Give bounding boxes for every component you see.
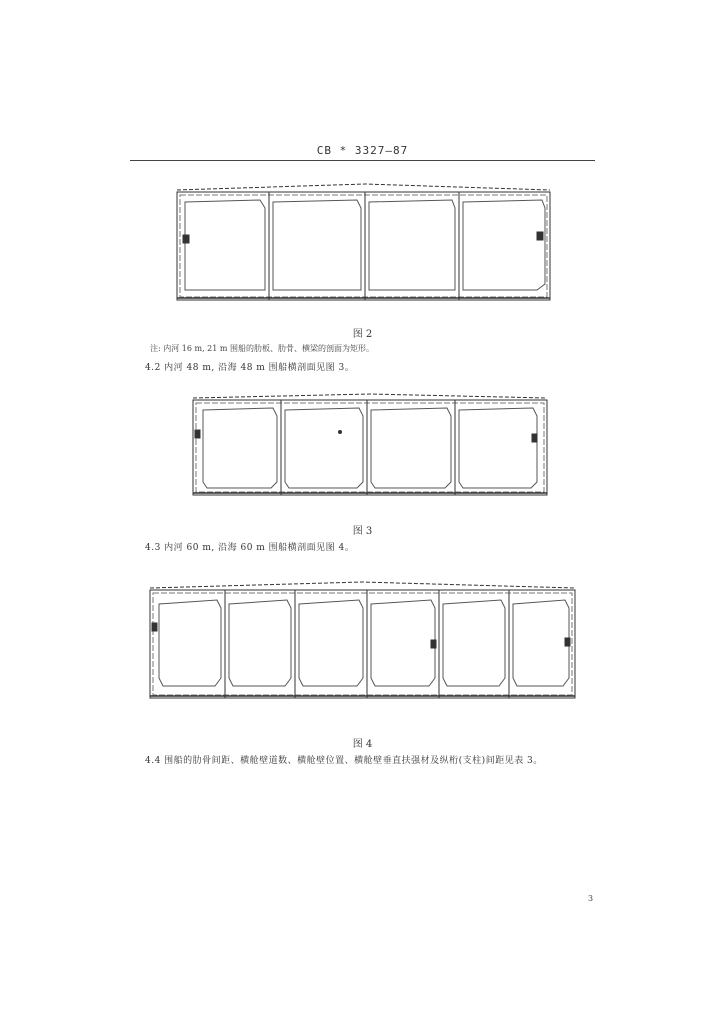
paragraph-4-4: 4.4 围船的肋骨间距、横舱壁道数、横舱壁位置、横舱壁垂直扶强材及纵桁(支柱)间距见表 3。 [145, 756, 543, 766]
figure-3-cross-section [185, 390, 555, 500]
page-number: 3 [588, 894, 594, 903]
paragraph-4-2: 4.2 内河 48 m, 沿海 48 m 围船横剖面见图 3。 [145, 363, 355, 373]
figure-3-caption: 图 3 [352, 526, 373, 537]
standard-code-header: CB * 3327—87 [316, 144, 409, 157]
figure-4-caption: 图 4 [352, 739, 373, 750]
figure-2-cross-section [165, 180, 560, 305]
figure-2-caption: 图 2 [352, 329, 373, 340]
header-rule [130, 160, 595, 161]
paragraph-4-3: 4.3 内河 60 m, 沿海 60 m 围船横剖面见图 4。 [145, 543, 355, 553]
figure-4-cross-section [145, 578, 580, 703]
figure-2-note: 注: 内河 16 m, 21 m 围船的肋板、肋骨、横梁的剖面为矩形。 [150, 344, 375, 353]
